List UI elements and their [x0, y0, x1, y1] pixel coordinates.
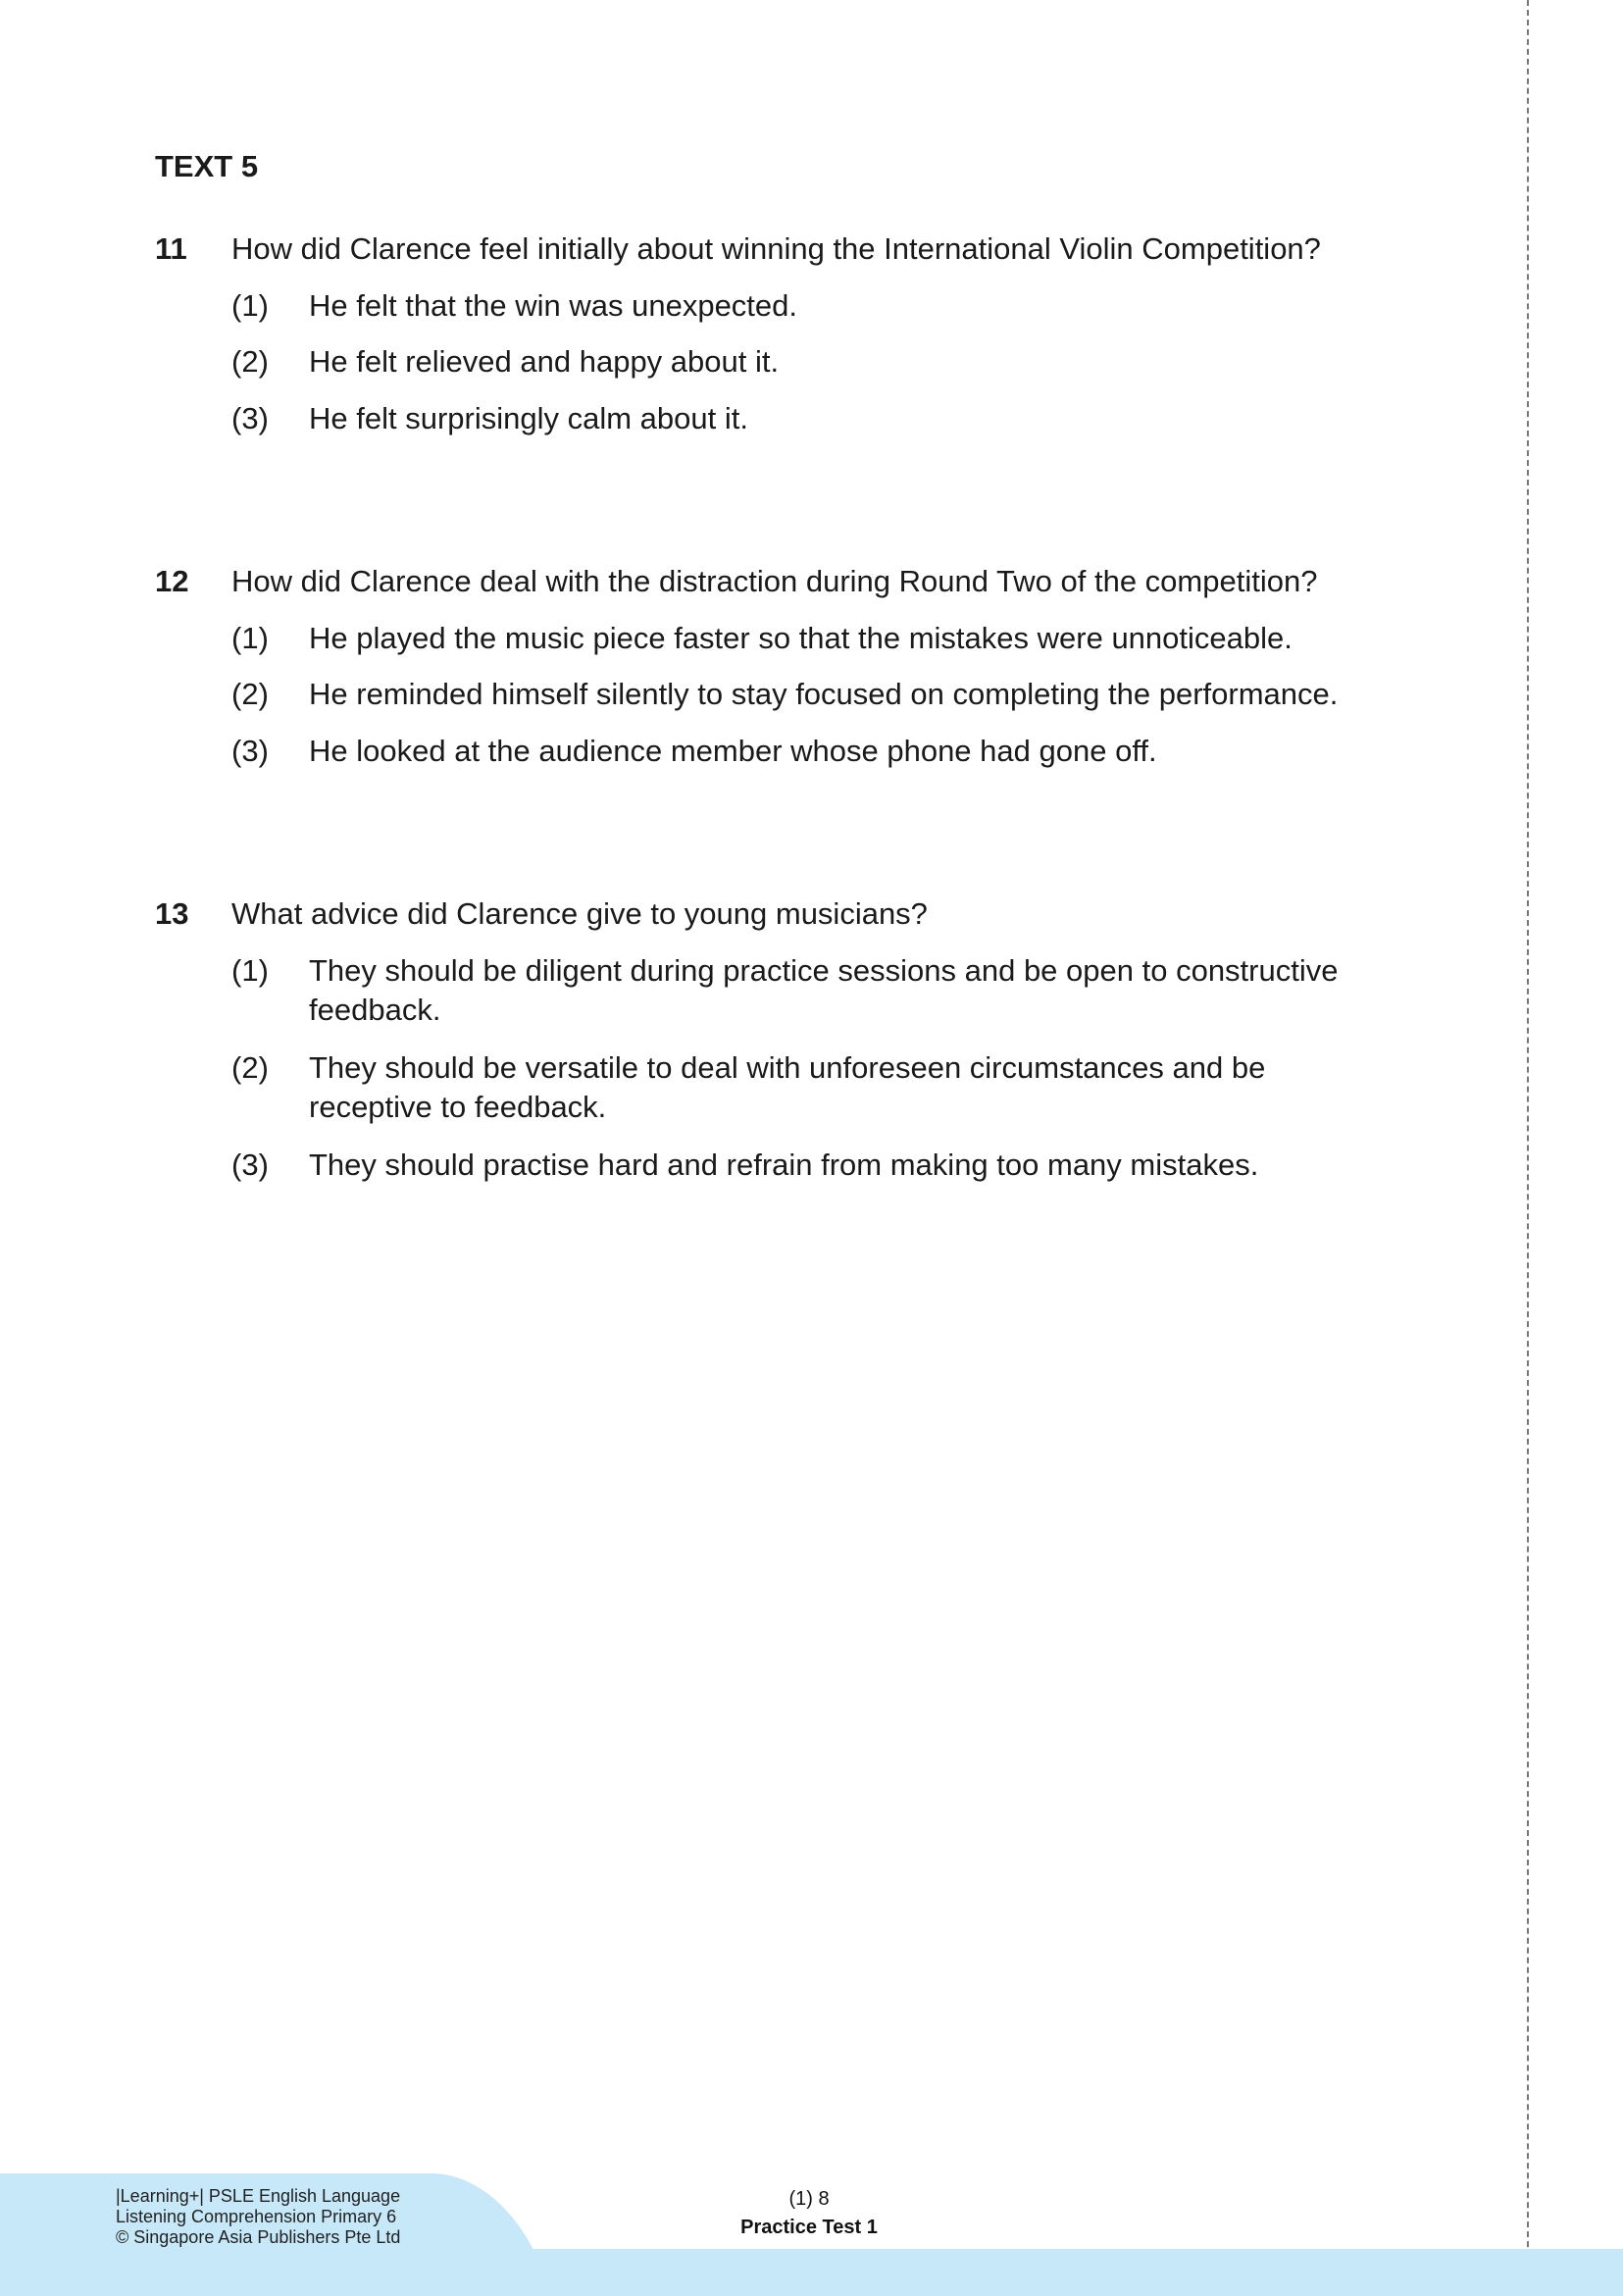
- option-text: He felt that the win was unexpected.: [309, 288, 798, 323]
- option-label: (3): [231, 734, 269, 768]
- page-number: (1) 8: [788, 2188, 830, 2210]
- option-text: They should practise hard and refrain from making too many mistakes.: [309, 1148, 1259, 1182]
- option-label: (3): [231, 1148, 269, 1182]
- option-label: (3): [231, 401, 269, 435]
- option-text: He felt relieved and happy about it.: [309, 344, 780, 379]
- question-number: 11: [155, 231, 187, 266]
- option-label: (1): [231, 953, 269, 988]
- option-text: He played the music piece faster so that the mistakes were unnoticeable.: [309, 621, 1293, 655]
- option-label: (2): [231, 677, 269, 711]
- question-number: 13: [155, 896, 189, 931]
- question-text: How did Clarence feel initially about winning the International Violin Competition?: [231, 231, 1321, 266]
- option-label: (1): [231, 621, 269, 655]
- question-text: What advice did Clarence give to young musicians?: [231, 896, 928, 931]
- option-label: (1): [231, 288, 269, 323]
- option-text: They should be versatile to deal with unforeseen circumstances and be receptive to feedback.: [309, 1050, 1266, 1124]
- footer-copyright: © Singapore Asia Publishers Pte Ltd: [116, 2227, 401, 2247]
- option-text: He looked at the audience member whose phone had gone off.: [309, 734, 1157, 768]
- option-text: They should be diligent during practice sessions and be open to constructive feedback.: [309, 953, 1339, 1027]
- footer-title: Listening Comprehension Primary 6: [116, 2207, 397, 2226]
- option-text: He reminded himself silently to stay focused on completing the performance.: [309, 677, 1339, 711]
- question-number: 12: [155, 564, 189, 598]
- option-label: (2): [231, 1050, 269, 1085]
- cut-line: [1527, 0, 1529, 2296]
- section-heading: TEXT 5: [155, 149, 259, 183]
- footer-band: [0, 2249, 1623, 2296]
- footer-publication: |Learning+| PSLE English Language: [116, 2186, 401, 2206]
- test-name: Practice Test 1: [740, 2217, 878, 2238]
- question-text: How did Clarence deal with the distraction during Round Two of the competition?: [231, 564, 1318, 598]
- option-label: (2): [231, 344, 269, 379]
- option-text: He felt surprisingly calm about it.: [309, 401, 748, 435]
